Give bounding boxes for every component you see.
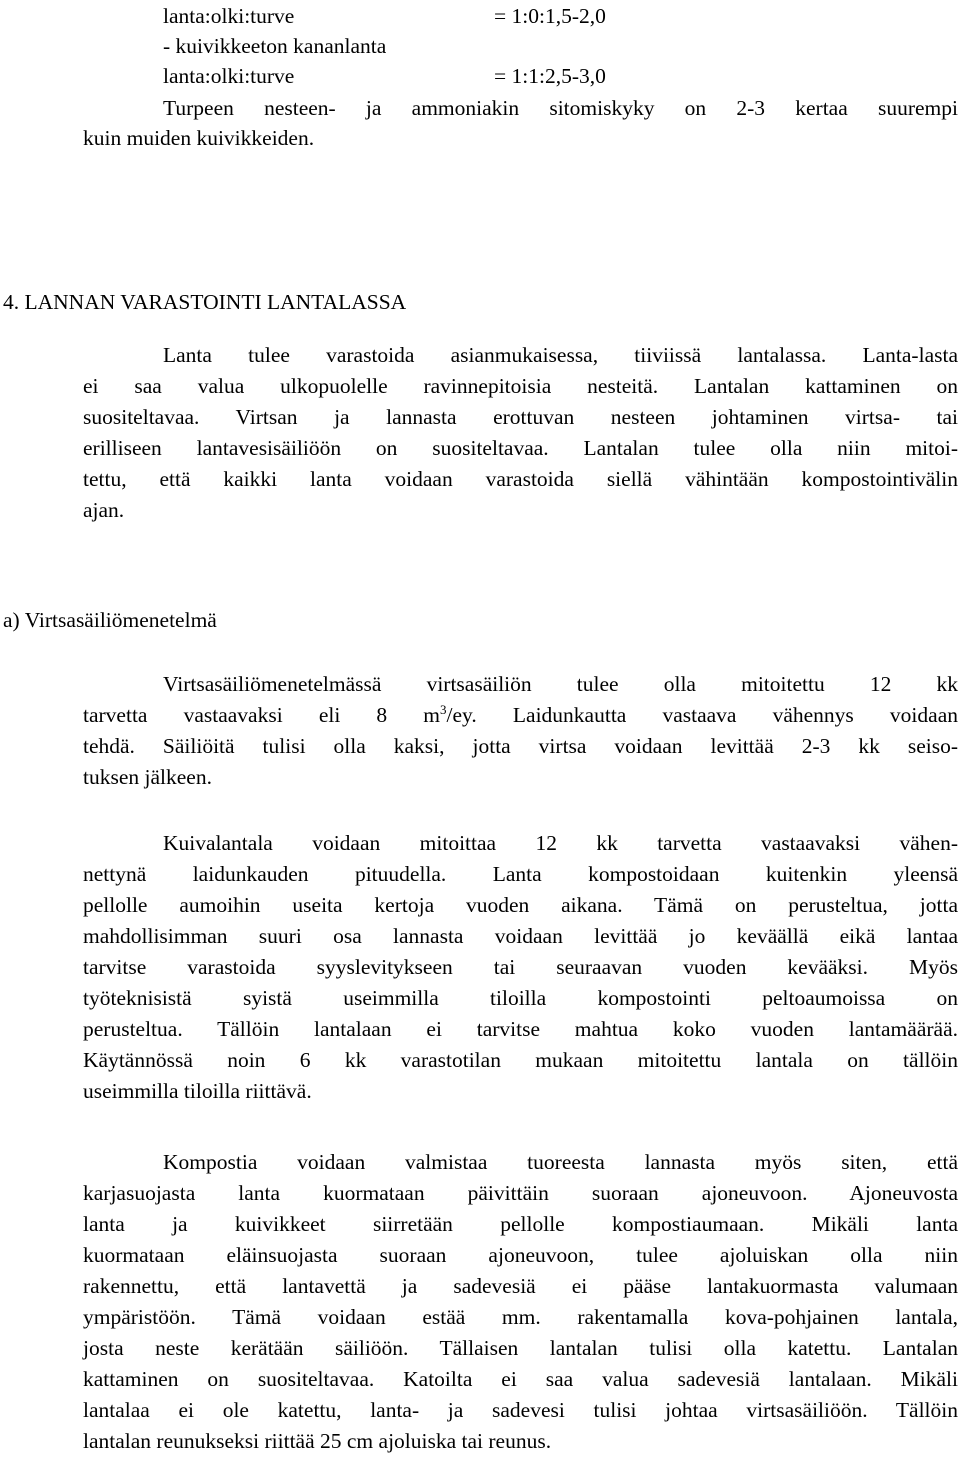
paragraph-line: rakennettu, että lantavettä ja sadevesiä ei pääse lantakuormasta valumaan — [83, 1274, 958, 1298]
manure-type-label: - kuivikkeeton kananlanta — [163, 34, 387, 58]
paragraph-line: lanta ja kuivikkeet siirretään pellolle kompostiaumaan. Mikäli lanta — [83, 1212, 958, 1236]
intro-note-line-1: Turpeen nesteen- ja ammoniakin sitomiskyky on 2-3 kertaa suurempi — [163, 96, 958, 120]
paragraph-line: nettynä laidunkauden pituudella. Lanta kompostoidaan kuitenkin yleensä — [83, 862, 958, 886]
subsection-heading: a) Virtsasäiliömenetelmä — [3, 608, 217, 632]
paragraph-line: tuksen jälkeen. — [83, 765, 212, 789]
paragraph-line: josta neste kerätään säiliöön. Tällaisen lantalan tulisi olla katettu. Lantalan — [83, 1336, 958, 1360]
section-heading: 4. LANNAN VARASTOINTI LANTALASSA — [3, 290, 407, 314]
paragraph-line: Käytännössä noin 6 kk varastotilan mukaan mitoitettu lantala on tällöin — [83, 1048, 958, 1072]
paragraph-line: tettu, että kaikki lanta voidaan varastoida siellä vähintään kompostointivälin — [83, 467, 958, 491]
paragraph-line: tehdä. Säiliöitä tulisi olla kaksi, jotta virtsa voidaan levittää 2-3 kk seiso- — [83, 734, 958, 758]
paragraph-line: ei saa valua ulkopuolelle ravinnepitoisia nesteitä. Lantalan kattaminen on — [83, 374, 958, 398]
paragraph-line: lantalan reunukseksi riittää 25 cm ajoluiska tai reunus. — [83, 1429, 552, 1453]
ratio-label-2: lanta:olki:turve — [163, 64, 295, 88]
volume-text: tarvetta vastaavaksi eli 8 m — [83, 703, 441, 727]
paragraph-line: erilliseen lantavesisäiliöön on suositeltavaa. Lantalan tulee olla niin mitoi- — [83, 436, 958, 460]
paragraph-line — [83, 700, 958, 731]
ratio-value-1: = 1:0:1,5-2,0 — [494, 4, 606, 28]
paragraph-line: lantalaa ei ole katettu, lanta- ja sadevesi tulisi johtaa virtsasäiliöön. Tällöin — [83, 1398, 958, 1422]
paragraph-line: tarvitse varastoida syyslevitykseen tai seuraavan vuoden kevääksi. Myös — [83, 955, 958, 979]
paragraph-line: Lanta tulee varastoida asianmukaisessa, tiiviissä lantalassa. Lanta-lasta — [163, 343, 958, 367]
paragraph-line: mahdollisimman suuri osa lannasta voidaan levittää jo keväällä eikä lantaa — [83, 924, 958, 948]
ratio-label-1: lanta:olki:turve — [163, 4, 295, 28]
paragraph-line: ajan. — [83, 498, 125, 522]
volume-text-rest: /ey. Laidunkautta vastaava vähennys voidaan — [446, 703, 958, 727]
paragraph-line: työteknisistä syistä useimmilla tiloilla kompostointi peltoaumoissa on — [83, 986, 958, 1010]
ratio-value-2: = 1:1:2,5-3,0 — [494, 64, 606, 88]
paragraph-line: kuormataan eläinsuojasta suoraan ajoneuvoon, tulee ajoluiskan olla niin — [83, 1243, 958, 1267]
paragraph-line: useimmilla tiloilla riittävä. — [83, 1079, 312, 1103]
cubic-superscript: 3 — [440, 702, 447, 717]
paragraph-line: perusteltua. Tällöin lantalaan ei tarvitse mahtua koko vuoden lantamäärää. — [83, 1017, 958, 1041]
paragraph-line: kattaminen on suositeltavaa. Katoilta ei saa valua sadevesiä lantalaan. Mikäli — [83, 1367, 958, 1391]
paragraph-line: ympäristöön. Tämä voidaan estää mm. rakentamalla kova-pohjainen lantala, — [83, 1305, 958, 1329]
paragraph-line: Kuivalantala voidaan mitoittaa 12 kk tarvetta vastaavaksi vähen- — [163, 831, 958, 855]
paragraph-line: pellolle aumoihin useita kertoja vuoden aikana. Tämä on perusteltua, jotta — [83, 893, 958, 917]
paragraph-line: karjasuojasta lanta kuormataan päivittäin suoraan ajoneuvoon. Ajoneuvosta — [83, 1181, 958, 1205]
paragraph-line: Kompostia voidaan valmistaa tuoreesta lannasta myös siten, että — [163, 1150, 958, 1174]
paragraph-line: suositeltavaa. Virtsan ja lannasta erottuvan nesteen johtaminen virtsa- tai — [83, 405, 958, 429]
intro-note-line-2: kuin muiden kuivikkeiden. — [83, 126, 315, 150]
paragraph-line: Virtsasäiliömenetelmässä virtsasäiliön tulee olla mitoitettu 12 kk — [163, 672, 958, 696]
